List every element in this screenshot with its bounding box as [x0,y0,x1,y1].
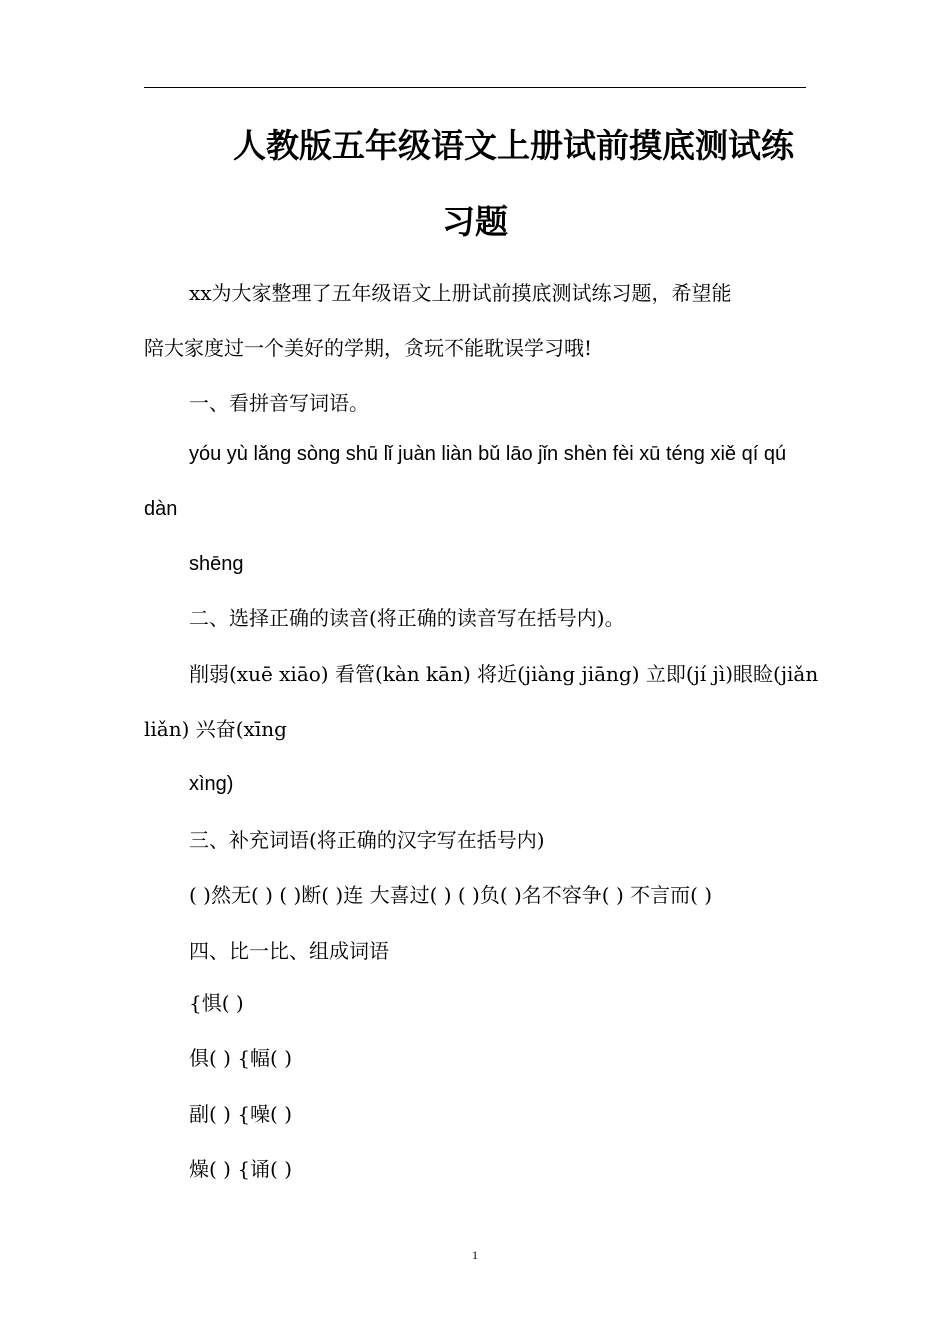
section-1-pinyin-line-3: shēng [189,553,244,575]
section-4-line-3: 副( ) {噪( ) [189,1102,293,1126]
document-title-line-2: 习题 [442,202,508,241]
section-2-line-1: 削弱(xuē xiāo) 看管(kàn kān) 将近(jiàng jiāng) 立即(jí jì)眼睑(jiǎn [189,662,819,686]
section-2-heading: 二、选择正确的读音(将正确的读音写在括号内)。 [189,606,625,630]
section-1-heading: 一、看拼音写词语。 [189,391,369,415]
section-4-line-1: {惧( ) [189,991,244,1015]
header-rule [144,87,806,88]
section-3-heading: 三、补充词语(将正确的汉字写在括号内) [189,828,545,852]
section-2-line-2: liǎn) 兴奋(xīng [144,717,287,741]
section-4-heading: 四、比一比、组成词语 [189,939,389,963]
section-4-line-4: 燥( ) {诵( ) [189,1157,293,1181]
section-4-line-2: 俱( ) {幅( ) [189,1046,293,1070]
section-1-pinyin-line-2: dàn [144,498,178,520]
intro-line-1: xx为大家整理了五年级语文上册试前摸底测试练习题，希望能 [189,281,732,305]
section-2-line-3: xìng) [189,773,234,795]
document-title-line-1: 人教版五年级语文上册试前摸底测试练 [233,126,794,165]
intro-line-2: 陪大家度过一个美好的学期，贪玩不能耽误学习哦! [144,336,593,360]
section-3-line-1: ( )然无( ) ( )断( )连 大喜过( ) ( )负( )名不容争( ) 不言而( ) [189,883,713,907]
section-1-pinyin-line-1: yóu yù lǎng sòng shū lǐ juàn liàn bǔ lāo jǐn shèn fèi xū téng xiě qí qú [189,443,787,465]
page-number: 1 [472,1248,478,1262]
